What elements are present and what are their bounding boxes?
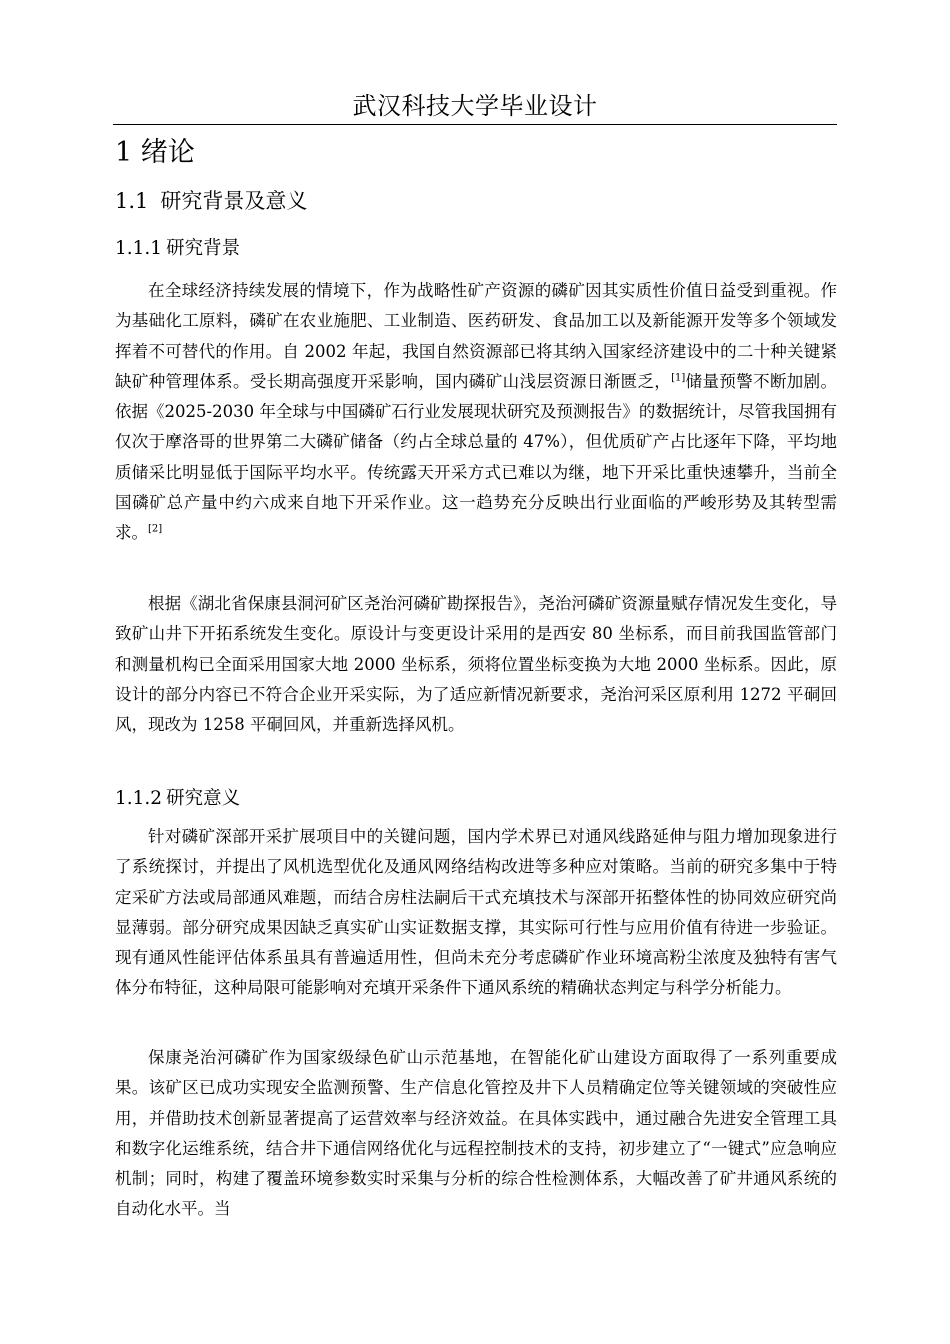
chapter-number: 1: [115, 137, 133, 168]
paragraph-text: 储量预警不断加剧。依据《2025-2030 年全球与中国磷矿石行业发展现状研究及预测报告》的数据统计，尽管我国拥有仅次于摩洛哥的世界第二大磷矿储备（约占全球总量的 47%），但优质矿产占比逐年下降，平均地质储采比明显低于国际平均水平。传统露天开采方式已难以为继，地下开采比重快速攀升，当前全国磷矿总产量中约六成来自地下开采作业。这一趋势充分反映出行业面临的严峻形势及其转型需求。: [115, 371, 838, 543]
citation-marker: [1]: [671, 372, 686, 384]
subsection-title: 研究意义: [166, 788, 241, 809]
paragraph-significance-1: [115, 822, 837, 1004]
paragraph-background-1: [115, 276, 837, 549]
paragraph-text: 保康尧治河磷矿作为国家级绿色矿山示范基地，在智能化矿山建设方面取得了一系列重要成果。该矿区已成功实现安全监测预警、生产信息化管控及井下人员精确定位等关键领域的突破性应用，并借助技术创新显著提高了运营效率与经济效益。在具体实践中，通过融合先进安全管理工具和数字化运维系统，结合井下通信网络优化与远程控制技术的支持，初步建立了“一键式”应急响应机制；同时，构建了覆盖环境参数实时采集与分析的综合性检测体系，大幅改善了矿井通风系统的自动化水平。当: [115, 1048, 837, 1219]
paragraph-background-2: [115, 589, 837, 740]
subsection-title: 研究背景: [166, 238, 241, 259]
chapter-title: 绪论: [140, 137, 195, 168]
subsection-number: 1.1.2: [115, 788, 163, 809]
page-header: 武汉科技大学毕业设计: [113, 88, 837, 125]
paragraph-text: 在全球经济持续发展的情境下，作为战略性矿产资源的磷矿因其实质性价值日益受到重视。作为基础化工原料，磷矿在农业施肥、工业制造、医药研发、食品加工以及新能源开发等多个领域发挥着不可替代的作用。自 2002 年起，我国自然资源部已将其纳入国家经济建设中的二十种关键紧缺矿种管理体系。受长期高强度开采影响，国内磷矿山浅层资源日渐匮乏，: [115, 281, 837, 391]
subsection-heading-significance: [115, 786, 240, 812]
paragraph-text: 根据《湖北省保康县洞河矿区尧治河磷矿勘探报告》，尧治河磷矿资源量赋存情况发生变化，导致矿山井下开拓系统发生变化。原设计与变更设计采用的是西安 80 坐标系，而目前我国监管部门和测量机构已全面采用国家大地 2000 坐标系，须将位置坐标变换为大地 2000 坐标系。因此，原设计的部分内容已不符合企业开采实际，为了适应新情况新要求，尧治河采区原利用 1272 平硐回风，现改为 1258 平硐回风，并重新选择风机。: [115, 594, 837, 735]
subsection-number: 1.1.1: [115, 238, 163, 259]
subsection-heading-background: [115, 236, 240, 262]
section-heading: [115, 186, 307, 216]
paragraph-text: 针对磷矿深部开采扩展项目中的关键问题，国内学术界已对通风线路延伸与阻力增加现象进行了系统探讨，并提出了风机选型优化及通风网络结构改进等多种应对策略。当前的研究多集中于特定采矿方法或局部通风难题，而结合房柱法嗣后干式充填技术与深部开拓整体性的协同效应研究尚显薄弱。部分研究成果因缺乏真实矿山实证数据支撑，其实际可行性与应用价值有待进一步验证。现有通风性能评估体系虽具有普遍适用性，但尚未充分考虑磷矿作业环境高粉尘浓度及独特有害气体分布特征，这种局限可能影响对充填开采条件下通风系统的精确状态判定与科学分析能力。: [115, 827, 837, 998]
section-title: 研究背景及意义: [160, 189, 308, 213]
paragraph-significance-2: [115, 1043, 837, 1225]
section-number: 1.1: [115, 189, 149, 213]
citation-marker: [2]: [148, 523, 163, 535]
chapter-heading: [115, 135, 195, 171]
